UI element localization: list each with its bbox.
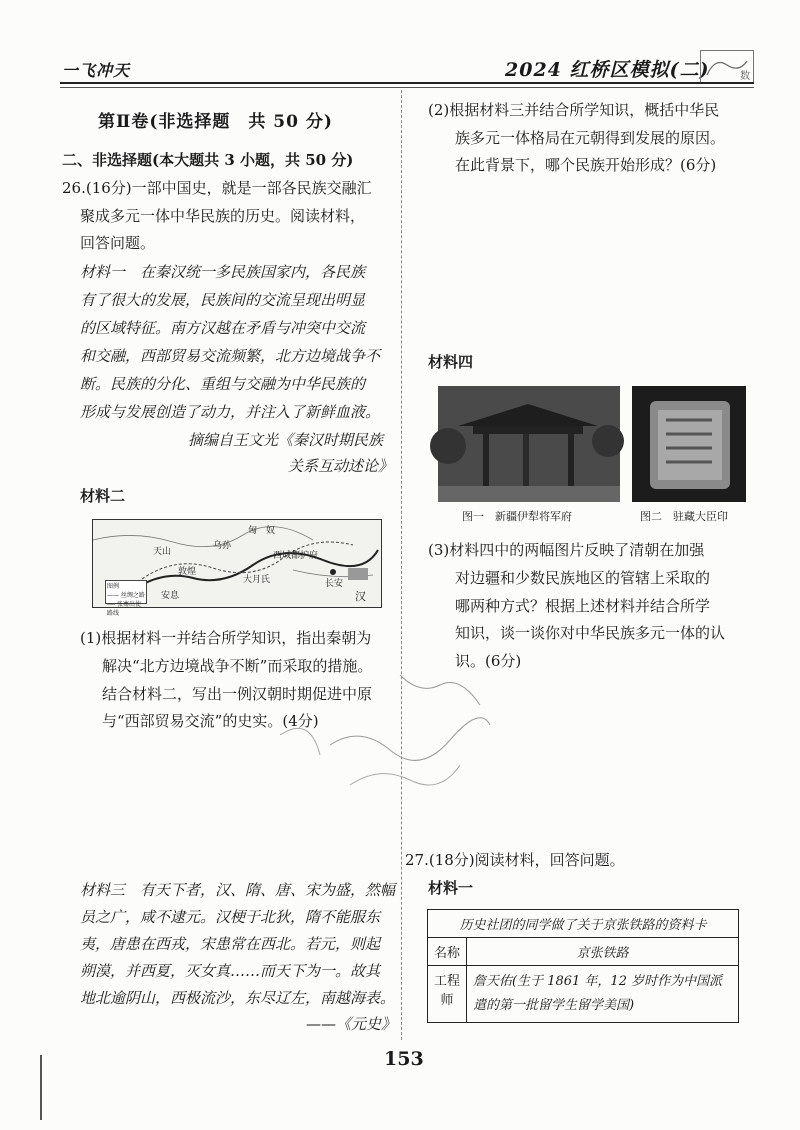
- map-label: 安息: [161, 591, 180, 601]
- map-label: 大月氏: [243, 575, 271, 585]
- table-caption: 历史社团的同学做了关于京张铁路的资料卡: [459, 918, 707, 933]
- q1-line: (1)根据材料一并结合所学知识，指出秦朝为: [80, 629, 372, 647]
- table-row-value: 京张铁路: [576, 946, 629, 961]
- q3-line: 哪两种方式？根据上述材料并结合所学: [455, 597, 711, 615]
- q3-line: 识。(6分): [455, 652, 522, 670]
- header-rule-thin: [60, 87, 754, 88]
- map-legend-item: —— 丝绸之路: [107, 592, 145, 599]
- material1-source: 摘编自王文光《秦汉时期民族: [188, 431, 384, 449]
- section-subtitle: 二、非选择题(本大题共 3 小题，共 50 分): [62, 151, 354, 169]
- map-label: 汉: [355, 590, 366, 603]
- han-map: [92, 519, 382, 617]
- table-row: [428, 937, 738, 965]
- header-logo: [700, 50, 754, 84]
- q1-line: 与“西部贸易交流”的史实。(4分): [102, 712, 319, 730]
- q3-line: 知识，谈一谈你对中华民族多元一体的认: [455, 624, 726, 642]
- q26-intro-line: 聚成多元一体中华民族的历史。阅读材料，: [80, 207, 366, 225]
- section-title: 第Ⅱ卷(非选择题 共 50 分): [98, 112, 333, 132]
- map-label: 敦煌: [178, 567, 197, 577]
- margin-mark: [40, 1055, 42, 1120]
- q1-line: 解决“北方边境战争不断”而采取的措施。: [102, 657, 373, 675]
- material1-line: 和交融，西部贸易交流频繁，北方边境战争不: [80, 347, 381, 365]
- map-label: 匈 奴: [248, 526, 276, 536]
- table-row-label: 工程师: [428, 966, 467, 1022]
- material1-line: 断。民族的分化、重组与交融为中华民族的: [80, 375, 366, 393]
- q27-intro: 27.(18分)阅读材料，回答问题。: [405, 851, 625, 869]
- q26-intro-line: 回答问题。: [80, 234, 156, 252]
- header-title: 2024 红桥区模拟(二): [505, 59, 710, 81]
- material4-label: 材料四: [428, 353, 474, 371]
- handwriting-scribble-icon: [250, 655, 500, 810]
- table-row-label: 名称: [428, 938, 467, 965]
- material3-source: ——《元史》: [306, 1015, 397, 1033]
- map-label: 乌孙: [213, 541, 232, 551]
- pavilion-photo-icon: [438, 386, 620, 502]
- map-label: 天山: [153, 547, 172, 557]
- column-divider: [401, 90, 402, 1040]
- page-number: 153: [384, 1048, 424, 1070]
- material1-line: 有了很大的发展，民族间的交流呈现出明显: [80, 291, 366, 309]
- material3-line: 夷，唐患在西戎，宋患常在西北。若元，则起: [80, 935, 381, 953]
- table-caption-row: [428, 910, 738, 937]
- q1-line: 结合材料二，写出一例汉朝时期促进中原: [102, 685, 373, 703]
- q3-line: (3)材料四中的两幅图片反映了清朝在加强: [428, 541, 705, 559]
- material3-line: 朔漠，并西夏，灭女真……而天下为一。故其: [80, 962, 381, 980]
- q2-line: 在此背景下，哪个民族开始形成？(6分): [455, 156, 717, 174]
- q27-material1-label: 材料一: [428, 879, 474, 897]
- map-label: 长安: [325, 579, 344, 589]
- material3-line: 地北逾阴山，西极流沙，东尽辽左，南越海表。: [80, 989, 396, 1007]
- material1-line: 材料一 在秦汉统一多民族国家内，各民族: [80, 263, 366, 281]
- q3-line: 对边疆和少数民族地区的管辖上采取的: [455, 569, 711, 587]
- q26-intro-line: 26.(16分)一部中国史，就是一部各民族交融汇: [62, 179, 372, 197]
- photo-seal: [632, 386, 746, 502]
- q2-line: (2)根据材料三并结合所学知识，概括中华民: [428, 101, 720, 119]
- material3-line: 材料三 有天下者，汉、隋、唐、宋为盛，然幅: [80, 881, 396, 899]
- material1-source: 关系互动述论》: [288, 457, 394, 475]
- material2-label: 材料二: [80, 487, 126, 505]
- photo-yili-general-office: [438, 386, 620, 502]
- material3-line: 员之广，咸不逮元。汉梗于北狄，隋不能服东: [80, 908, 381, 926]
- map-legend: [105, 580, 147, 617]
- header-brand: 一飞冲天: [62, 61, 131, 80]
- material1-line: 形成与发展创造了动力，并注入了新鲜血液。: [80, 403, 381, 421]
- header-rule: [60, 82, 754, 84]
- table-row-value: 詹天佑(生于 1861 年，12 岁时作为中国派遣的第一批留学生留学美国): [473, 974, 723, 1013]
- fig2-caption: 图二 驻藏大臣印: [640, 510, 728, 523]
- material1-line: 的区域特征。南方汉越在矛盾与冲突中交流: [80, 319, 366, 337]
- map-label: 西域都护府: [273, 551, 319, 561]
- table-row: [428, 965, 738, 1022]
- header-logo-text: 数: [740, 71, 750, 82]
- map-legend-item: ---- 张骞出使路线: [107, 601, 142, 617]
- fig1-caption: 图一 新疆伊犁将军府: [462, 510, 572, 523]
- jingzhang-railway-card: [427, 909, 739, 1023]
- q2-line: 族多元一体格局在元朝得到发展的原因。: [455, 129, 726, 147]
- map-legend-item: 图例: [107, 583, 120, 590]
- seal-photo-icon: [632, 386, 746, 502]
